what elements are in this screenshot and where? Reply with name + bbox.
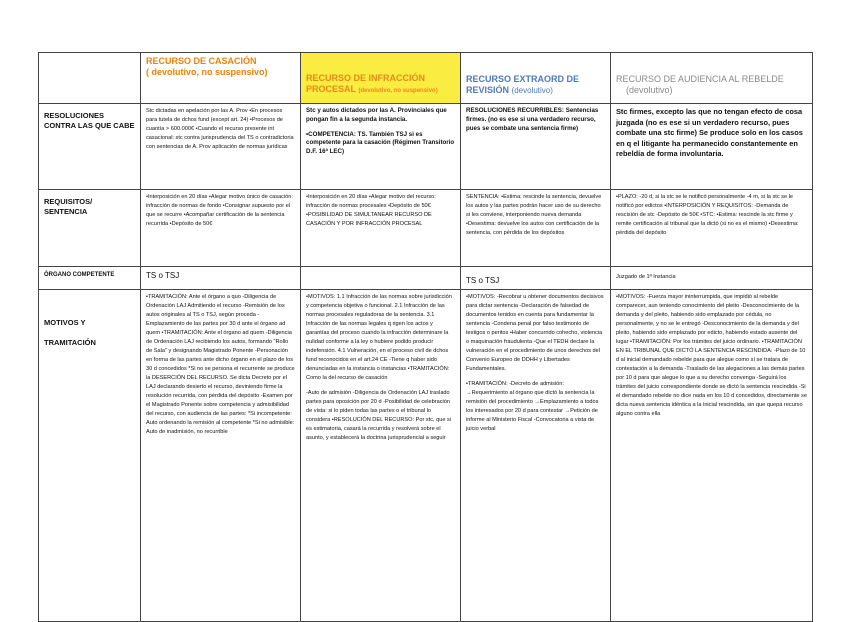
- requisitos-label: REQUISITOS/ SENTENCIA: [39, 190, 141, 267]
- organo-audiencia: Juzgado de 1ª Instancia: [611, 267, 813, 290]
- resoluciones-extraord: RESOLUCIONES RECURRIBLES: Sentencias firmes. (no es ese si una verdadero recurso, pues se combate una sentencia firme): [461, 104, 611, 190]
- header-infraccion-title: RECURSO DE INFRACCIÓN PROCESAL: [306, 73, 426, 94]
- resoluciones-infraccion: [301, 104, 461, 190]
- header-audiencia: [611, 53, 813, 104]
- requisitos-row: [39, 190, 813, 267]
- comparison-table: [38, 52, 813, 622]
- motivos-infraccion-part2: -Auto de admisión -Diligencia de Ordenación LAJ traslado partes para oposición por 20 d -Posibilidad de celebración de vista: si lo piden todas las partes o el tribunal lo considera •RESOLUCIÓN DEL RECURSO: Por stc, que si es estimatoria, casará la recurrida y resolverá sobre el asunto, y establecerá la doctrina jurisprudencial a seguir: [306, 390, 452, 441]
- header-casacion: [141, 53, 301, 104]
- header-infraccion-sub: (devolutivo, no suspensivo): [358, 88, 438, 94]
- motivos-extraord-part1: •MOTIVOS: -Recobrar u obtener documentos decisivos para dictar sentencia -Declaración de falsedad de documentos tenidos en cuenta para fundamentar la sentencia -Condena penal por falso testimonio de testigos o peritos •Haber concurrido cohecho, violencia o maquinación fraudulenta -Que el TEDH declare la vulneración en el procedimiento de unos derechos del Convenio Europeo de DDHH y Libertades Fundamentales.: [466, 294, 604, 372]
- motivos-label-cell: [39, 290, 141, 622]
- organo-label: ÓRGANO COMPETENTE: [39, 267, 141, 290]
- organo-infraccion: [301, 267, 461, 290]
- motivos-extraord-part2: •TRAMITACIÓN: -Decreto de admisión: →Requerimiento al órgano que dictó la sentencia la remisión del procedimiento →Emplazamiento a todos los interesados por 20 d para contestar →Petición de informe al Ministerio Fiscal -Convocatoria a vista de juicio verbal: [466, 381, 599, 432]
- resoluciones-infraccion-text: Stc y autos dictados por las A. Provinciales que pongan fin a la segunda instancia.: [306, 107, 447, 123]
- tramitacion-label: TRAMITACIÓN: [44, 338, 96, 347]
- resoluciones-row: [39, 104, 813, 190]
- resoluciones-infraccion-competencia: •COMPETENCIA: TS. También TSJ si es competente para la casación (Régimen Transitorio D.F. 16ª LEC): [306, 130, 455, 156]
- resoluciones-casacion: Stc dictadas en apelación por las A. Prov •En procesos para tutela de dchos fund (except art. 24) •Procesos de cuantía > 600.000€ •Cuando el recurso presente int casacional: stc contra jurisprudencia del TS o contradictoria con sentencias de A. Prov aplicación de normas jurídicas: [141, 104, 301, 190]
- motivos-infraccion: [301, 290, 461, 622]
- header-casacion-sub: ( devolutivo, no suspensivo): [146, 67, 268, 77]
- header-casacion-title: RECURSO DE CASACIÓN: [146, 56, 257, 66]
- header-extraord-title: RECURSO EXTRAORD DE REVISIÓN: [466, 74, 580, 95]
- organo-row: [39, 267, 813, 290]
- resoluciones-label: RESOLUCIONES CONTRA LAS QUE CABE: [39, 104, 141, 190]
- header-infraccion: [301, 53, 461, 104]
- motivos-infraccion-part1: •MOTIVOS: 1.1 Infracción de las normas sobre jurisdicción y competencia objetiva o funcional. 2.1 Infracción de las normas procesales reguladoras de la sentencia. 3.1 Infracción de las normas legales q rigen los actos y garantías del proceso cuando la infracción determinare la nulidad conforme a la ley o hubiere podido producir indefensión. 4.1 Vulneración, en el proceso civil de dchos fund reconocidos en el art.24 CE -Tiene q haber sido denunciadas en la instancia o instancias •TRAMITACIÓN: Como la del recurso de casación: [306, 294, 452, 381]
- requisitos-infraccion: •Interposición en 20 días •Alegar motivo del recurso: infracción de normas procesales •Depósito de 50€ •POSIBILIDAD DE SIMULTANEAR RECURSO DE CASACIÓN Y POR INFRACCIÓN PROCESAL: [301, 190, 461, 267]
- header-extraord: [461, 53, 611, 104]
- organo-extraord: TS o TSJ: [461, 267, 611, 290]
- resoluciones-audiencia: Stc firmes, excepto las que no tengan efecto de cosa juzgada (no es ese si un verdadero recurso, pues combate una stc firme) Se produce solo en los casos en q el litigante ha permanecido constantemente en rebeldía de forma involuntaria.: [611, 104, 813, 190]
- header-audiencia-title: RECURSO DE AUDIENCIA AL REBELDE: [616, 74, 784, 84]
- motivos-row: [39, 290, 813, 622]
- motivos-audiencia: •MOTIVOS: -Fuerza mayor ininterrumpida, que impidió al rebelde comparecer, aun teniendo conocimiento del pleito -Desconocimiento de la demanda y del pleito, habiendo sido emplazado por cédula, no personalmente, y no se le entregó -Desconocimiento de la demanda y del pleito, habiendo sido emplazado por edicto, habiendo estado ausente del lugar •TRAMITACIÓN: Por los trámites del juicio ordinario. •TRAMITACIÓN EN EL TRIBUNAL QUE DICTÓ LA SENTENCIA RESCINDIDA: -Plazo de 10 d al inicial demandado rebelde para que alegue como sí se tratara de contestación a la demanda -Traslado de las alegaciones a las demás partes por 10 d para que alegue lo que a su derecho convenga -Seguirá los trámites del juicio correspondiente donde se dictó la sentencia rescindida -Si el demandado rebelde no dice nada en los 10 d concedidos, directamente se dicta nueva sentencia idéntica a la inicial rescindida, sin que quepa recurso alguno contra ella: [611, 290, 813, 622]
- motivos-label: MOTIVOS Y: [44, 318, 86, 327]
- requisitos-casacion: •Interposición en 20 días •Alegar motivo único de casación: infracción de normas de fondo •Consignar supuesto por el que se recurre •Acompañar certificación de la sentencia recurrida •Depósito de 50€: [141, 190, 301, 267]
- header-audiencia-sub: (devolutivo): [626, 85, 673, 95]
- requisitos-audiencia: •PLAZO: -20 d, si la stc se le notificó personalmente -4 m, si la stc se le notificó por edictos •INTERPOSICIÓN Y REQUISITOS: -Demanda de rescisión de stc -Depósito de 50€ •STC: •Estima: rescinde la stc firme y remite certificación al tribunal que la dictó (si no es el mismo) •Desestima: pérdida del depósito: [611, 190, 813, 267]
- corner-cell: [39, 53, 141, 104]
- requisitos-extraord: SENTENCIA: •Estima: rescinde la sentencia, devuelve los autos y las partes podrán hacer uso de su derecho si les conviene, interponiendo nueva demanda •Desestima: devuelve los autos con certificación de la sentencia, con pérdida de los depósitos: [461, 190, 611, 267]
- motivos-extraord: [461, 290, 611, 622]
- organo-casacion: TS o TSJ: [141, 267, 301, 290]
- header-extraord-sub: (devolutivo): [511, 86, 553, 95]
- motivos-casacion: •TRAMITACIÓN: Ante el órgano a quo -Diligencia de Ordenación LAJ Admitiendo el recurso -Remisión de los autos originales al TS o TSJ, según proceda -Emplazamiento de las partes por 30 d ante el órgano ad quem •TRAMITACIÓN: Ante el órgano ad quem -Diligencia de Ordenación LAJ recibiendo los autos, formando "Rollo de Sala" y designando Magistrado Ponente -Personación en forma de las partes ante dicho órgano en el plazo de los 30 d concedidos *Si no se persona el recurrente se produce la DESERCIÓN DEL RECURSO. Se dicta Decreto por el LAJ declarando desierto el recurso, deviniendo firme la resolución recurrida, con pérdida del depósito -Examen por el Magistrado Ponente sobre competencia y admisibilidad del recurso, con audiencia de las partes: *Si incompetente: Auto ordenando la remisión al competente *Si no admisible: Auto de inadmisión, no recurrible: [141, 290, 301, 622]
- header-row: [39, 53, 813, 104]
